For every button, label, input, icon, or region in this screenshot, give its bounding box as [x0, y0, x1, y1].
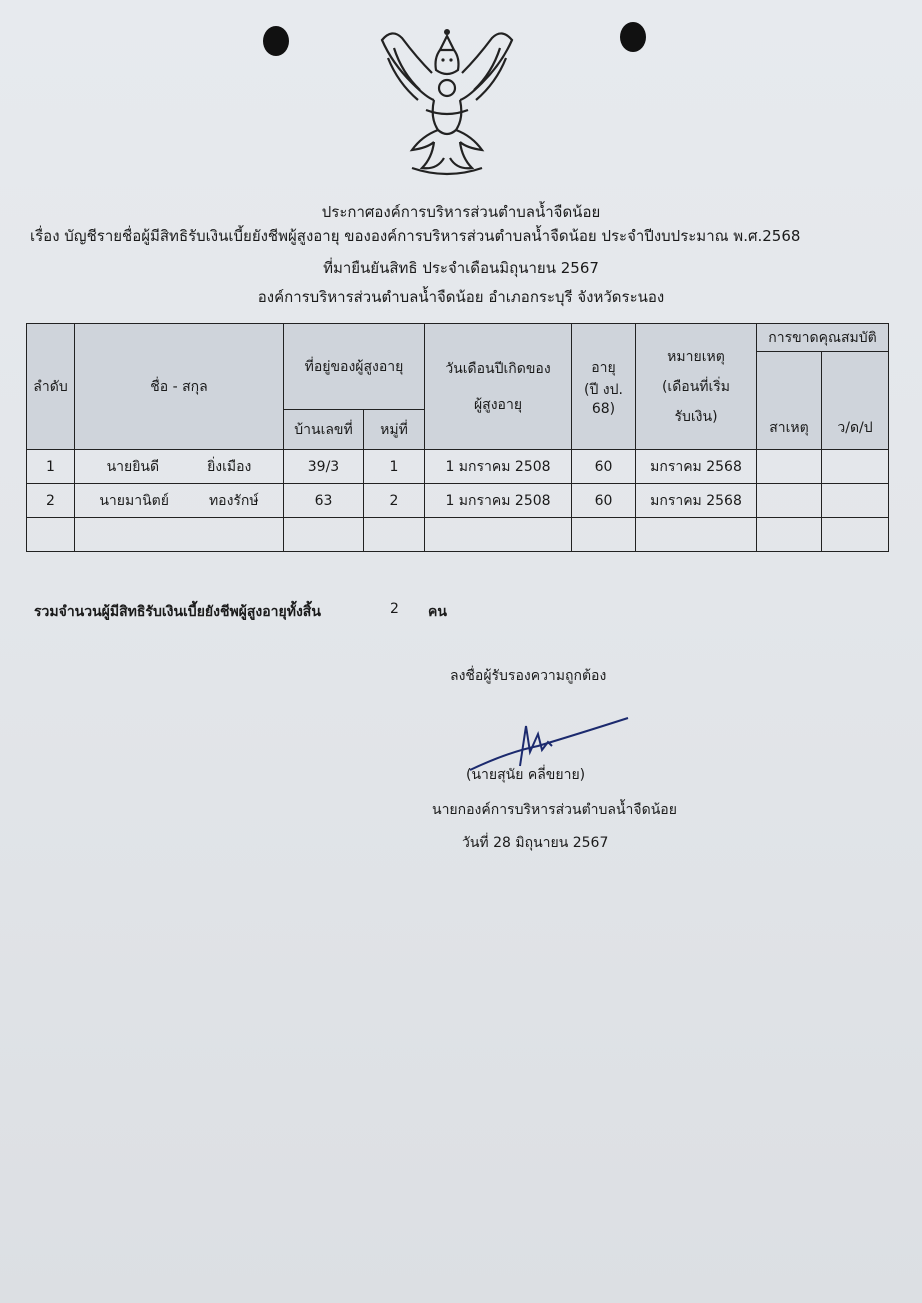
- empty-cell: [572, 518, 636, 552]
- row-age: 60: [572, 450, 636, 484]
- row-note: มกราคม 2568: [636, 484, 757, 518]
- row-last-name: ทองรักษ์: [208, 492, 259, 509]
- empty-cell: [757, 518, 822, 552]
- row-cause: [757, 450, 822, 484]
- table-row-empty: [27, 518, 889, 552]
- certification-label: ลงชื่อผู้รับรองความถูกต้อง: [450, 668, 607, 684]
- header-date: ว/ด/ป: [822, 352, 889, 450]
- empty-cell: [27, 518, 75, 552]
- header-dob: [425, 324, 572, 450]
- row-house-no: 39/3: [284, 450, 364, 484]
- empty-cell: [636, 518, 757, 552]
- header-cause: สาเหตุ: [757, 352, 822, 450]
- empty-cell: [75, 518, 284, 552]
- header-name: ชื่อ - สกุล: [75, 324, 284, 450]
- row-moo: 2: [364, 484, 425, 518]
- announcement-organization: องค์การบริหารส่วนตำบลน้ำจืดน้อย อำเภอกระบุรี จังหวัดระนอง: [257, 288, 665, 306]
- summary-label: รวมจำนวนผู้มีสิทธิรับเงินเบี้ยยังชีพผู้สูงอายุทั้งสิ้น: [34, 604, 321, 620]
- row-moo: 1: [364, 450, 425, 484]
- row-last-name: ยิ่งเมือง: [207, 458, 252, 475]
- header-note-line3: รับเงิน): [674, 408, 718, 425]
- row-dob: 1 มกราคม 2508: [425, 484, 572, 518]
- row-date: [822, 484, 889, 518]
- header-note-line2: (เดือนที่เริ่ม: [661, 378, 731, 395]
- punch-hole-right: [620, 22, 646, 52]
- row-age: 60: [572, 484, 636, 518]
- header-dob-line1: วันเดือนปีเกิดของ: [445, 360, 551, 377]
- row-name: [75, 450, 284, 484]
- empty-cell: [364, 518, 425, 552]
- empty-cell: [284, 518, 364, 552]
- signature-date: วันที่ 28 มิถุนายน 2567: [462, 835, 609, 851]
- total-summary: [34, 601, 447, 623]
- table-row: [27, 450, 889, 484]
- announcement-subject: เรื่อง บัญชีรายชื่อผู้มีสิทธิรับเงินเบี้ยยังชีพผู้สูงอายุ ขององค์การบริหารส่วนตำบลน้ำจืดน้อย ประจำปีงบประมาณ พ.ศ.2568: [30, 227, 801, 245]
- row-first-name: นายมานิตย์: [99, 492, 169, 509]
- row-date: [822, 450, 889, 484]
- header-note-line1: หมายเหตุ: [667, 348, 725, 365]
- signer-position: นายกองค์การบริหารส่วนตำบลน้ำจืดน้อย: [432, 802, 677, 818]
- header-disqualification: การขาดคุณสมบัติ: [757, 324, 889, 352]
- row-name: [75, 484, 284, 518]
- header-note: [636, 324, 757, 450]
- row-no: 2: [27, 484, 75, 518]
- header-age-line1: อายุ: [591, 359, 616, 376]
- header-moo: หมู่ที่: [364, 410, 425, 450]
- empty-cell: [425, 518, 572, 552]
- header-age: [572, 324, 636, 450]
- header-no: ลำดับ: [27, 324, 75, 450]
- summary-unit: คน: [428, 604, 447, 620]
- row-dob: 1 มกราคม 2508: [425, 450, 572, 484]
- header-age-line2: (ปี งป.: [584, 381, 623, 398]
- summary-count: 2: [390, 601, 399, 617]
- row-note: มกราคม 2568: [636, 450, 757, 484]
- elderly-allowance-table: [26, 323, 889, 552]
- row-house-no: 63: [284, 484, 364, 518]
- garuda-emblem-icon: [372, 18, 522, 183]
- announcement-period: ที่มายืนยันสิทธิ ประจำเดือนมิถุนายน 2567: [323, 259, 599, 277]
- header-house-no: บ้านเลขที่: [284, 410, 364, 450]
- announcement-title: ประกาศองค์การบริหารส่วนตำบลน้ำจืดน้อย: [321, 203, 601, 221]
- punch-hole-left: [263, 26, 289, 56]
- header-dob-line2: ผู้สูงอายุ: [473, 396, 523, 413]
- header-address: ที่อยู่ของผู้สูงอายุ: [284, 324, 425, 410]
- row-cause: [757, 484, 822, 518]
- signer-name: (นายสุนัย คลี่ขยาย): [466, 767, 586, 783]
- empty-cell: [822, 518, 889, 552]
- row-first-name: นายยินดี: [106, 458, 160, 475]
- row-no: 1: [27, 450, 75, 484]
- table-row: [27, 484, 889, 518]
- header-age-line3: 68): [591, 400, 616, 417]
